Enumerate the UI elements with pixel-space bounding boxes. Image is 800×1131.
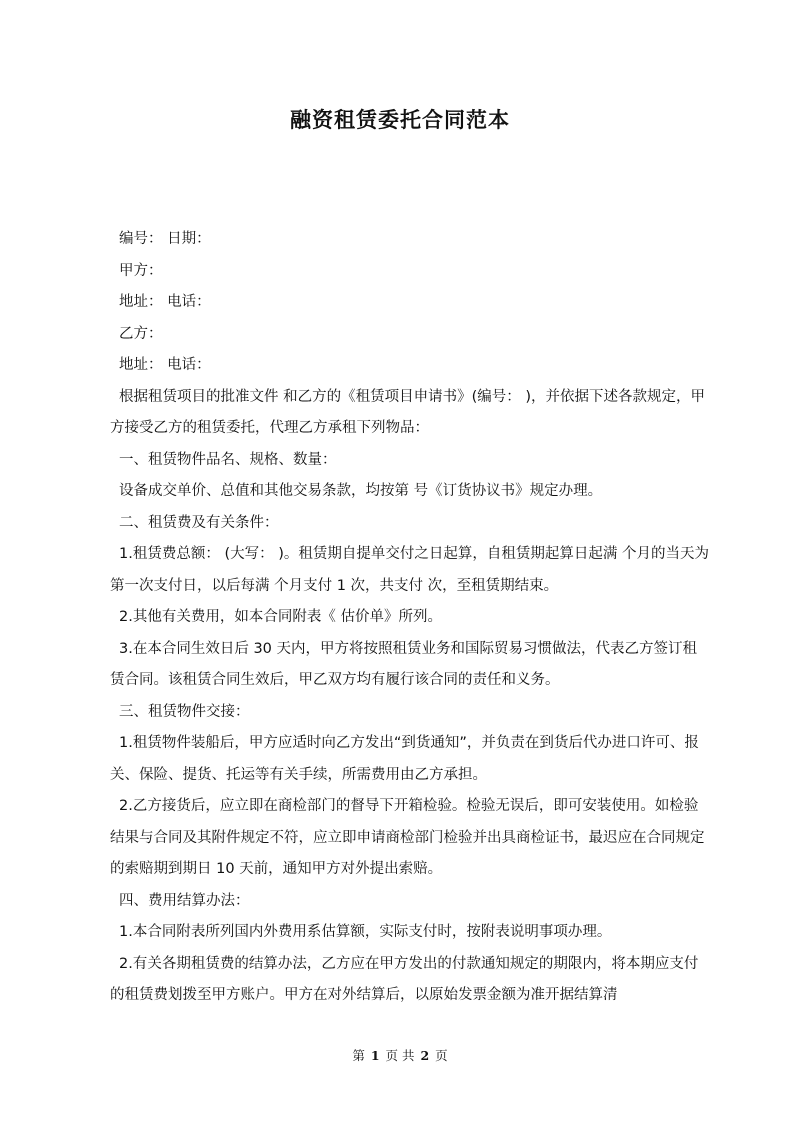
paragraph: 设备成交单价、总值和其他交易条款，均按第 号《订货协议书》规定办理。 (119, 483, 603, 499)
paragraph: 3.在本合同生效日后 30 天内，甲方将按照租赁业务和国际贸易习惯做法，代表乙方签订租赁合同。该租赁合同生效后，甲乙双方均有履行该合同的责任和义务。 (110, 640, 697, 688)
section-heading: 二、租赁费及有关条件： (119, 514, 279, 531)
footer-page-number: 1 (370, 1048, 380, 1063)
paragraph: 2.有关各期租赁费的结算办法，乙方应在甲方发出的付款通知规定的期限内，将本期应支付的租赁费划拨至甲方账户。甲方在对外结算后，以原始发票金额为准开据结算清 (110, 955, 699, 1003)
header-number-date: 编号： 日期： (119, 231, 211, 247)
page-footer (0, 1046, 800, 1064)
paragraph: 1.租赁费总额： (大写： )。租赁期自提单交付之日起算，自租赁期起算日起满 个月的当天为第一次支付日，以后每满 个月支付 1 次，共支付 次，至租赁期结束。 (110, 546, 709, 594)
document-body (110, 224, 710, 1012)
paragraph: 根据租赁项目的批准文件 和乙方的《租赁项目申请书》(编号： )，并依据下述各款规定，甲方接受乙方的租赁委托，代理乙方承租下列物品： (110, 388, 706, 436)
document-title: 融资租赁委托合同范本 (290, 108, 510, 132)
header-party-a: 甲方： (119, 262, 163, 279)
section-heading: 三、租赁物件交接： (119, 703, 250, 720)
paragraph: 2.其他有关费用，如本合同附表《 估价单》所列。 (119, 609, 442, 625)
footer-total-pages: 2 (420, 1048, 430, 1063)
footer-suffix: 页 (435, 1048, 448, 1063)
paragraph: 1.租赁物件装船后，甲方应适时向乙方发出“到货通知”，并负责在到货后代办进口许可、报关、保险、提货、托运等有关手续，所需费用由乙方承担。 (110, 735, 699, 783)
paragraph: 2.乙方接货后，应立即在商检部门的督导下开箱检验。检验无误后，即可安装使用。如检验结果与合同及其附件规定不符，应立即申请商检部门检验并出具商检证书，最迟应在合同规定的索赔期到期日 10 天前，通知甲方对外提出索赔。 (110, 798, 705, 877)
header-address-phone-a: 地址： 电话： (119, 294, 211, 310)
section-heading: 一、租赁物件品名、规格、数量： (119, 451, 337, 468)
header-party-b: 乙方： (119, 325, 163, 342)
header-address-phone-b: 地址： 电话： (119, 357, 211, 373)
footer-mid: 页 共 (385, 1048, 415, 1063)
section-heading: 四、费用结算办法： (119, 892, 250, 909)
paragraph: 1.本合同附表所列国内外费用系估算额，实际支付时，按附表说明事项办理。 (119, 924, 612, 940)
footer-prefix: 第 (352, 1048, 365, 1063)
